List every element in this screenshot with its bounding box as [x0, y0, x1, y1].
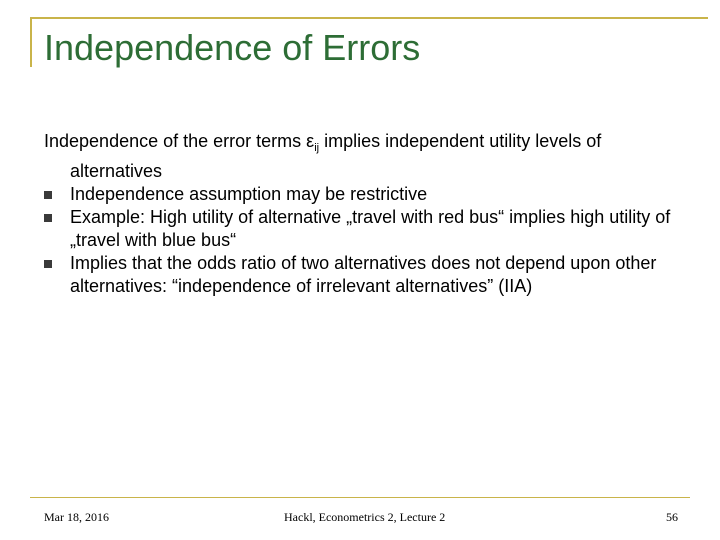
slide-title: Independence of Errors — [44, 27, 421, 68]
bullet-text: Example: High utility of alternative „travel with red bus“ implies high utility of „travel with blue bus“ — [70, 207, 671, 250]
intro-text-start: Independence of the error terms ε — [44, 131, 315, 151]
footer-page-number: 56 — [666, 510, 678, 524]
footer-rule — [30, 497, 690, 498]
intro-paragraph — [44, 130, 684, 183]
bullet-text: Independence assumption may be restrictive — [70, 184, 428, 204]
footer-author-course: Hackl, Econometrics 2, Lecture 2 — [284, 510, 446, 524]
square-bullet-icon — [44, 191, 52, 199]
title-frame-left-rule — [30, 17, 32, 67]
title-frame-top-rule — [30, 17, 708, 19]
square-bullet-icon — [44, 214, 52, 222]
bullet-text: Implies that the odds ratio of two alternatives does not depend upon other alternatives: “independence of irrelevant alternatives” (IIA) — [70, 253, 657, 296]
intro-subscript: ij — [314, 142, 320, 154]
intro-text-end: implies independent utility levels of alternatives — [70, 131, 602, 181]
square-bullet-icon — [44, 260, 52, 268]
bullet-item — [44, 252, 684, 298]
bullet-item — [44, 206, 684, 252]
bullet-item — [44, 183, 684, 206]
footer-date: Mar 18, 2016 — [44, 510, 109, 524]
slide-body — [44, 130, 684, 298]
